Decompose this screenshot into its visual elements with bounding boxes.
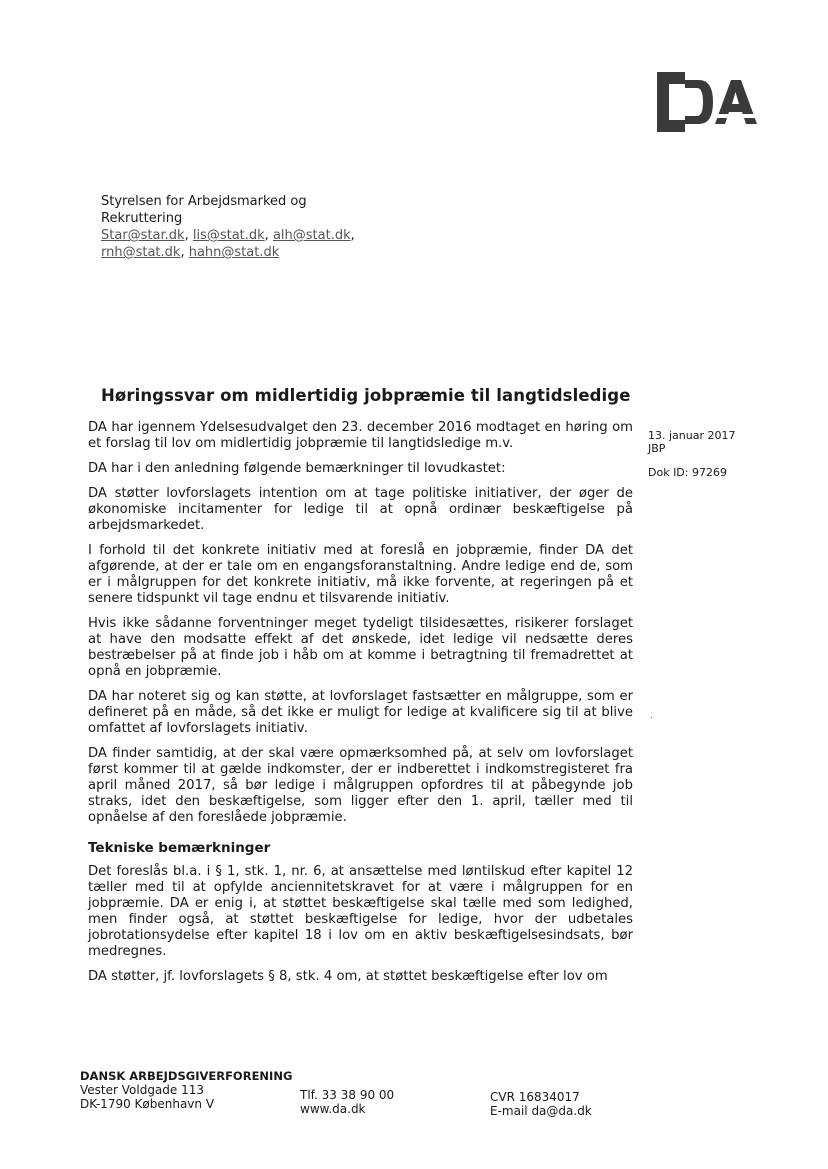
document-title: Høringssvar om midlertidig jobpræmie til langtidsledige bbox=[101, 386, 631, 405]
email-link[interactable]: Star@star.dk bbox=[101, 228, 185, 243]
da-logo bbox=[655, 70, 759, 134]
email-link[interactable]: rnh@stat.dk bbox=[101, 245, 181, 260]
margin-dot: · bbox=[650, 713, 654, 724]
email-link[interactable]: lis@stat.dk bbox=[192, 228, 265, 243]
email-link[interactable]: alh@stat.dk bbox=[272, 228, 351, 243]
recipient-address bbox=[101, 193, 355, 261]
body-paragraph: DA finder samtidig, at der skal være opmærksomhed på, at selv om lovforslaget først kommer til at gælde indkomster, der er indberettet i indkomstregisteret fra april måned 2017, så bør ledige i målgruppen opfordres til at påbegynde job straks, idet den beskæftigelse, som ligger efter den 1. april, tæller med til opnåelse af den foreslåede jobpræmie. bbox=[88, 746, 633, 825]
body-paragraph: I forhold til det konkrete initiativ med at foreslå en jobpræmie, finder DA det afgørende, at der er tale om en engangsforanstaltning. Andre ledige end de, som er i målgruppen for det konkrete initiativ, må ikke forvente, at regeringen på et senere tidspunkt vil tage endnu et tilsvarende initiativ. bbox=[88, 543, 633, 606]
footer-registration bbox=[490, 1090, 592, 1118]
recipient-line-1: Styrelsen for Arbejdsmarked og bbox=[101, 194, 307, 209]
footer-email[interactable]: E-mail da@da.dk bbox=[490, 1104, 592, 1118]
footer-web[interactable]: www.da.dk bbox=[300, 1102, 366, 1116]
footer-org-name: DANSK ARBEJDSGIVERFORENING bbox=[80, 1069, 293, 1083]
recipient-line-2: Rekruttering bbox=[101, 211, 183, 226]
section-heading: Tekniske bemærkninger bbox=[88, 840, 271, 856]
body-paragraph: DA har i den anledning følgende bemærkninger til lovudkastet: bbox=[88, 461, 506, 476]
footer-phone: Tlf. 33 38 90 00 bbox=[300, 1088, 395, 1102]
document-body bbox=[88, 420, 633, 994]
body-paragraph: DA har noteret sig og kan støtte, at lovforslaget fastsætter en målgruppe, som er defineret på en måde, så det ikke er muligt for ledige at kvalificere sig til at blive omfattet af lovforslagets initiativ. bbox=[88, 689, 633, 736]
recipient-emails: Star@star.dk, lis@stat.dk, alh@stat.dk, rnh@stat.dk, hahn@stat.dk bbox=[101, 228, 355, 260]
footer-city: DK-1790 København V bbox=[80, 1097, 215, 1111]
body-paragraph: DA har igennem Ydelsesudvalget den 23. december 2016 modtaget en høring om et forslag til lov om midlertidig jobpræmie til langtidsledige m.v. bbox=[88, 420, 633, 451]
footer-contact bbox=[300, 1088, 394, 1116]
author-initials: JBP bbox=[648, 442, 666, 455]
document-date-block bbox=[648, 429, 735, 455]
body-paragraph: DA støtter lovforslagets intention om at tage politiske initiativer, der øger de økonomiske incitamenter for ledige til at opnå ordinær beskæftigelse på arbejdsmarkedet. bbox=[88, 486, 633, 533]
footer-cvr: CVR 16834017 bbox=[490, 1090, 580, 1104]
footer-address bbox=[80, 1069, 292, 1111]
body-paragraph: DA støtter, jf. lovforslagets § 8, stk. 4 om, at støttet beskæftigelse efter lov om bbox=[88, 969, 608, 984]
email-link[interactable]: hahn@stat.dk bbox=[188, 245, 280, 260]
body-paragraph: Det foreslås bl.a. i § 1, stk. 1, nr. 6, at ansættelse med løntilskud efter kapitel 12 tæller med til at opfylde anciennitetskravet for at være i målgruppen for en jobpræmie. DA er enig i, at støttet beskæftigelse skal tælle med som ledighed, men finder også, at støttet beskæftigelse for ledige, hvor der udbetales jobrotationsydelse efter kapitel 18 i lov om en aktiv beskæftigelsesindsats, bør medregnes. bbox=[88, 864, 633, 959]
footer-street: Vester Voldgade 113 bbox=[80, 1083, 205, 1097]
body-paragraph: Hvis ikke sådanne forventninger meget tydeligt tilsidesættes, risikerer forslaget at have den modsatte effekt af det ønskede, idet ledige vil nedsætte deres bestræbelser på at finde job i håb om at komme i betragtning til fremadrettet at opnå en jobpræmie. bbox=[88, 616, 633, 679]
document-id: Dok ID: 97269 bbox=[648, 466, 727, 479]
document-date: 13. januar 2017 bbox=[648, 429, 736, 442]
